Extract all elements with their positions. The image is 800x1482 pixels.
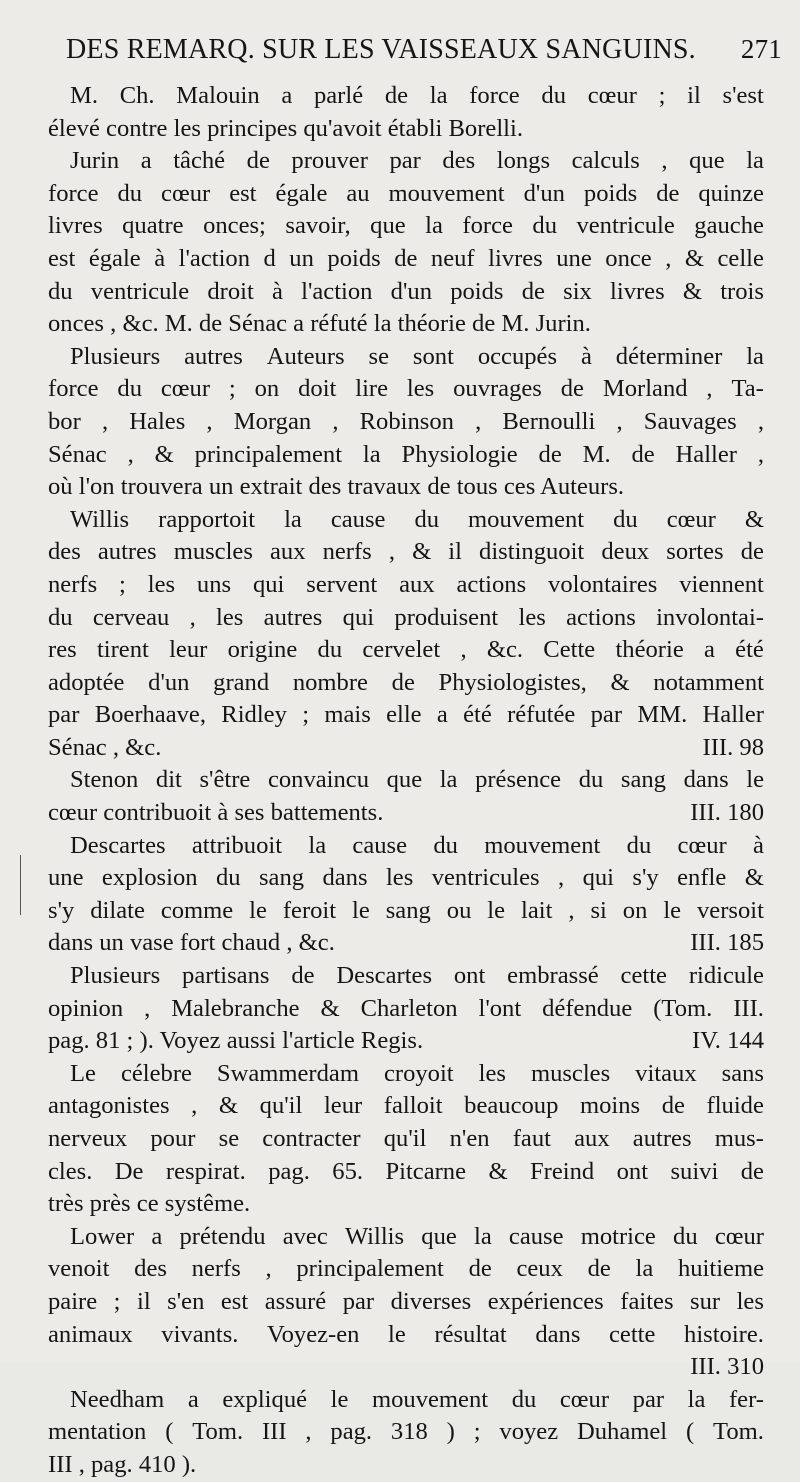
- text-line: [48, 210, 764, 243]
- line-text: nerfs ; les uns qui servent aux actions volontaires viennent: [48, 570, 764, 598]
- line-text: Lower a prétendu avec Willis que la cause motrice du cœur: [70, 1222, 764, 1250]
- line-text: livres quatre onces; savoir, que la force du ventricule gauche: [48, 212, 764, 240]
- line-text: paire ; il s'en est assuré par diverses expériences faites sur les: [48, 1287, 764, 1315]
- text-line: [48, 536, 764, 569]
- text-line: [48, 993, 764, 1026]
- text-line: [48, 602, 764, 635]
- text-line: [48, 895, 764, 928]
- text-line: [48, 1156, 764, 1189]
- line-text: Jurin a tâché de prouver par des longs calculs , que la: [70, 147, 764, 175]
- line-text: animaux vivants. Voyez-en le résultat dans cette histoire.: [48, 1320, 764, 1348]
- line-text: très près ce systême.: [48, 1190, 251, 1218]
- text-line: [48, 341, 764, 374]
- text-line: [48, 1384, 764, 1417]
- line-text: des autres muscles aux nerfs , & il distinguoit deux sortes de: [48, 538, 764, 566]
- line-text: opinion , Malebranche & Charleton l'ont défendue (Tom. III.: [48, 994, 764, 1022]
- volume-reference: III. 185: [690, 929, 764, 957]
- text-line: [48, 764, 764, 797]
- line-text: force du cœur ; on doit lire les ouvrages de Morland , Ta-: [48, 375, 764, 403]
- text-line: [48, 373, 764, 406]
- line-text: force du cœur est égale au mouvement d'un poids de quinze: [48, 179, 764, 207]
- line-text: Needham a expliqué le mouvement du cœur par la fer-: [70, 1385, 764, 1413]
- line-text: cœur contribuoit à ses battements.: [48, 799, 384, 827]
- volume-reference: III. 98: [702, 733, 764, 761]
- text-line: [48, 178, 764, 211]
- text-line: [48, 927, 764, 960]
- line-text: Stenon dit s'être convaincu que la présence du sang dans le: [70, 766, 764, 794]
- text-line: [48, 276, 764, 309]
- text-line: [48, 732, 764, 765]
- text-line: [48, 569, 764, 602]
- line-text: est égale à l'action d un poids de neuf livres une once , & celle: [48, 244, 764, 272]
- text-line: [48, 1416, 764, 1449]
- text-line: [48, 113, 764, 146]
- text-line: [48, 439, 764, 472]
- line-text: s'y dilate comme le feroit le sang ou le lait , si on le versoit: [48, 896, 764, 924]
- text-line: [48, 504, 764, 537]
- line-text: Sénac , &c.: [48, 733, 162, 761]
- line-text: antagonistes , & qu'il leur falloit beaucoup moins de fluide: [48, 1092, 764, 1120]
- text-line: [48, 1123, 764, 1156]
- line-text: Le célebre Swammerdam croyoit les muscles vitaux sans: [70, 1059, 764, 1087]
- line-text: mentation ( Tom. III , pag. 318 ) ; voyez Duhamel ( Tom.: [48, 1418, 764, 1446]
- line-text: nerveux pour se contracter qu'il n'en faut aux autres mus-: [48, 1125, 764, 1152]
- line-text: par Boerhaave, Ridley ; mais elle a été réfutée par MM. Haller: [48, 701, 764, 729]
- text-line: [48, 243, 764, 276]
- line-text: pag. 81 ; ). Voyez aussi l'article Regis.: [48, 1027, 424, 1055]
- line-text: Willis rapportoit la cause du mouvement du cœur &: [70, 505, 764, 533]
- line-text: Plusieurs autres Auteurs se sont occupés à déterminer la: [70, 342, 764, 370]
- text-line: [48, 797, 764, 830]
- line-text: Descartes attribuoit la cause du mouvement du cœur à: [70, 831, 764, 859]
- line-text: bor , Hales , Morgan , Robinson , Bernoulli , Sauvages ,: [48, 407, 764, 435]
- text-line: [48, 308, 764, 341]
- line-text: III , pag. 410 ).: [48, 1450, 197, 1478]
- text-line: [48, 862, 764, 895]
- text-line: [48, 1286, 764, 1319]
- text-line: [48, 471, 764, 504]
- text-line: [48, 80, 764, 113]
- line-text: venoit des nerfs , principalement de ceux de la huitieme: [48, 1255, 764, 1283]
- body-text: [48, 80, 764, 1482]
- line-text: dans un vase fort chaud , &c.: [48, 929, 335, 957]
- volume-reference: IV. 144: [692, 1027, 764, 1055]
- page-edge-mark: [20, 855, 21, 915]
- running-title: DES REMARQ. SUR LES VAISSEAUX SANGUINS.: [66, 34, 696, 65]
- line-text: du cerveau , les autres qui produisent les actions involontai-: [48, 603, 764, 631]
- line-text: cles. De respirat. pag. 65. Pitcarne & Freind ont suivi de: [48, 1157, 764, 1185]
- line-text: Sénac , & principalement la Physiologie de M. de Haller ,: [48, 440, 764, 468]
- text-line: [48, 1319, 764, 1352]
- text-line: [48, 1025, 764, 1058]
- line-text: M. Ch. Malouin a parlé de la force du cœur ; il s'est: [70, 82, 764, 109]
- text-line: [48, 1351, 764, 1384]
- text-line: [48, 1090, 764, 1123]
- volume-reference: III. 310: [690, 1353, 764, 1381]
- text-line: [48, 667, 764, 700]
- line-text: adoptée d'un grand nombre de Physiologistes, & notamment: [48, 668, 764, 696]
- text-line: [48, 1188, 764, 1221]
- text-line: [48, 830, 764, 863]
- line-text: Plusieurs partisans de Descartes ont embrassé cette ridicule: [70, 962, 764, 990]
- text-line: [48, 1221, 764, 1254]
- line-text: onces , &c. M. de Sénac a réfuté la théorie de M. Jurin.: [48, 310, 591, 338]
- line-text: du ventricule droit à l'action d'un poids de six livres & trois: [48, 277, 764, 305]
- text-line: [48, 406, 764, 439]
- line-text: où l'on trouvera un extrait des travaux de tous ces Auteurs.: [48, 473, 625, 501]
- text-line: [48, 960, 764, 993]
- text-line: [48, 699, 764, 732]
- running-header: [66, 34, 782, 78]
- line-text: élevé contre les principes qu'avoit établi Borelli.: [48, 114, 523, 142]
- text-line: [48, 634, 764, 667]
- text-line: [48, 1253, 764, 1286]
- line-text: une explosion du sang dans les ventricules , qui s'y enfle &: [48, 864, 764, 892]
- volume-reference: III. 180: [690, 799, 764, 827]
- text-line: [48, 1449, 764, 1482]
- page-number: 271: [740, 34, 782, 64]
- text-line: [48, 1058, 764, 1091]
- line-text: res tirent leur origine du cervelet , &c. Cette théorie a été: [48, 636, 764, 664]
- text-line: [48, 145, 764, 178]
